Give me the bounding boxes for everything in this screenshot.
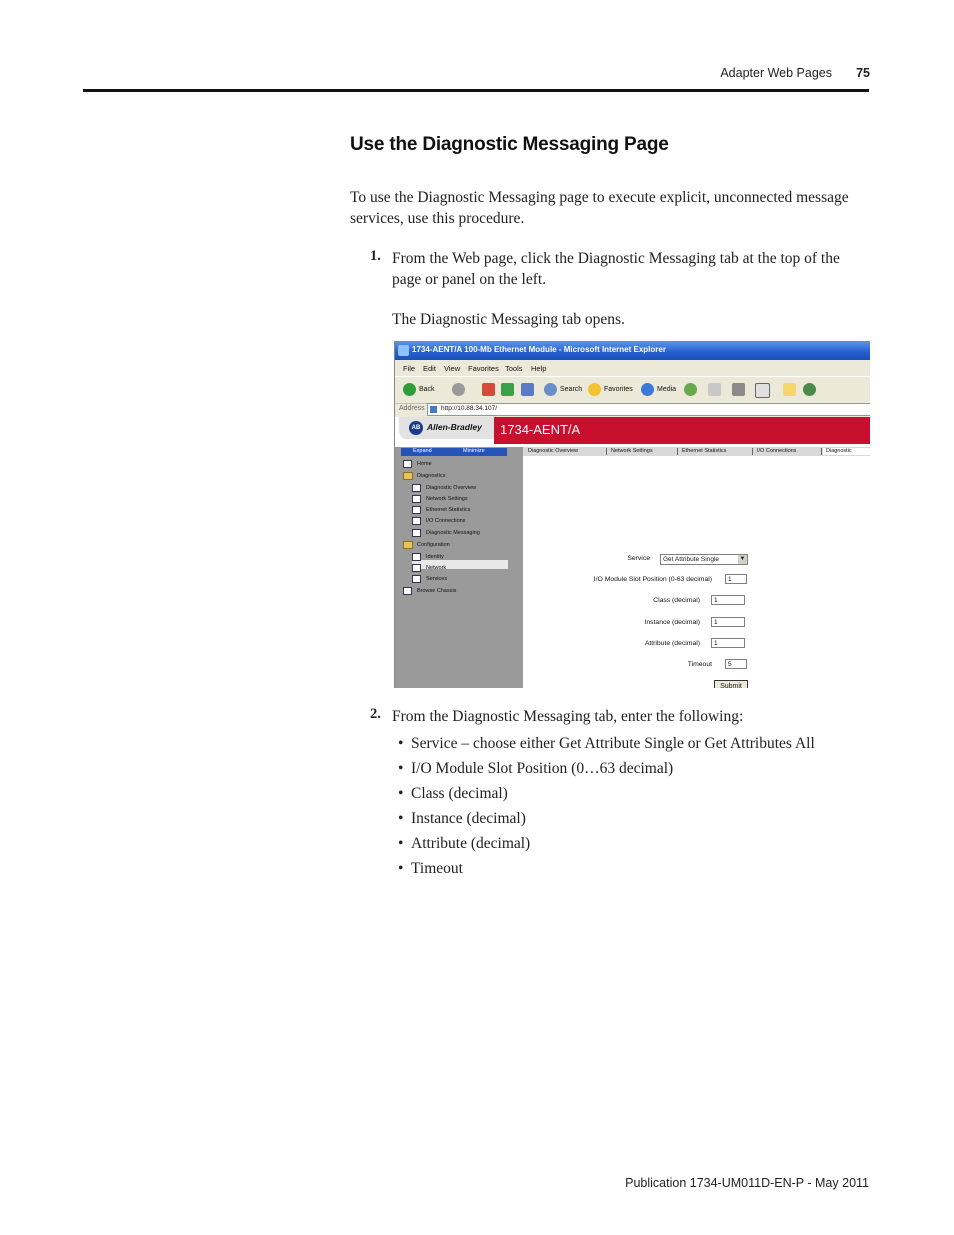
page-icon: [412, 495, 421, 503]
service-value: Get Attribute Single: [663, 556, 720, 563]
page-icon: [430, 406, 437, 413]
address-url: http://10.88.34.107/: [441, 405, 498, 412]
slot-label: I/O Module Slot Position (0-63 decimal): [593, 576, 712, 583]
submit-button[interactable]: Submit: [714, 680, 748, 688]
brand-bar: [395, 417, 870, 444]
nav-item-io-connections[interactable]: I/O Connections: [426, 518, 466, 524]
list-item: • Instance (decimal): [398, 810, 526, 827]
nav-item-browse-chassis[interactable]: Browse Chassis: [417, 588, 457, 594]
publication-footer: Publication 1734-UM011D-EN-P - May 2011: [625, 1176, 869, 1190]
step-2-bullet-list: [398, 731, 815, 881]
home-icon[interactable]: [521, 383, 534, 396]
model-name: 1734-AENT/A: [500, 422, 581, 437]
address-input[interactable]: [427, 403, 870, 416]
mail-icon[interactable]: [708, 383, 721, 396]
running-header-section: Adapter Web Pages: [720, 66, 832, 80]
nav-item-home[interactable]: Home: [417, 461, 432, 467]
media-icon[interactable]: [641, 383, 654, 396]
tab-ethernet-statistics[interactable]: Ethernet Statistics: [679, 448, 753, 455]
messenger-icon[interactable]: [803, 383, 816, 396]
step-1-text: From the Web page, click the Diagnostic Messaging tab at the top of the page or panel on the left.: [392, 250, 840, 288]
intro-paragraph: To use the Diagnostic Messaging page to execute explicit, unconnected message services, use this procedure.: [350, 189, 849, 227]
page-title: Use the Diagnostic Messaging Page: [350, 134, 669, 155]
timeout-input[interactable]: 5: [725, 659, 747, 669]
web-content: [395, 417, 870, 688]
forward-icon[interactable]: [452, 383, 465, 396]
class-label: Class (decimal): [653, 597, 700, 604]
nav-item-diagnostic-messaging[interactable]: Diagnostic Messaging: [426, 530, 480, 536]
page-icon: [403, 587, 412, 595]
tab-diagnostic-messaging[interactable]: Diagnostic: [823, 448, 870, 455]
tab-network-settings[interactable]: Network Settings: [608, 448, 678, 455]
nav-header: [401, 448, 507, 456]
page-icon: [412, 517, 421, 525]
home-page-icon: [403, 460, 412, 468]
folder-icon: [403, 472, 413, 480]
page-icon: [412, 529, 421, 537]
nav-item-network-settings[interactable]: Network Settings: [426, 496, 468, 502]
menu-favorites[interactable]: Favorites: [468, 364, 499, 373]
discuss-icon[interactable]: [783, 383, 796, 396]
address-bar: [395, 403, 870, 416]
allen-bradley-logo-icon: AB: [409, 421, 423, 435]
nav-panel: [395, 447, 523, 688]
history-icon[interactable]: [684, 383, 697, 396]
window-title: 1734-AENT/A 100-Mb Ethernet Module - Microsoft Internet Explorer: [412, 345, 666, 354]
attribute-label: Attribute (decimal): [644, 640, 700, 647]
class-input[interactable]: 1: [711, 595, 745, 605]
nav-expand[interactable]: Expand: [413, 448, 432, 454]
menu-file[interactable]: File: [403, 364, 416, 373]
nav-item-diagnostics[interactable]: Diagnostics: [417, 473, 446, 479]
header-rule: [83, 89, 869, 92]
favorites-label[interactable]: Favorites: [604, 386, 633, 393]
page-icon: [412, 553, 421, 561]
favorites-icon[interactable]: [588, 383, 601, 396]
menu-tools[interactable]: Tools: [505, 364, 523, 373]
chevron-down-icon[interactable]: ▼: [739, 556, 746, 562]
tab-io-connections[interactable]: I/O Connections: [754, 448, 822, 455]
tab-diagnostic-overview[interactable]: Diagnostic Overview: [525, 448, 607, 455]
nav-minimize[interactable]: Minimize: [463, 448, 485, 454]
browser-toolbar: [395, 376, 870, 404]
address-label: Address: [399, 405, 425, 412]
menu-bar: [395, 361, 870, 375]
window-titlebar: [395, 342, 870, 360]
page-icon: [412, 564, 421, 572]
instance-label: Instance (decimal): [644, 619, 700, 626]
edit-icon[interactable]: [755, 383, 770, 398]
timeout-label: Timeout: [687, 661, 712, 668]
attribute-input[interactable]: 1: [711, 638, 745, 648]
menu-edit[interactable]: Edit: [423, 364, 436, 373]
page-icon: [412, 484, 421, 492]
folder-icon: [403, 541, 413, 549]
list-item: • Timeout: [398, 860, 463, 877]
page-number: 75: [856, 66, 870, 80]
page-icon: [412, 506, 421, 514]
tab-row: [523, 447, 870, 456]
nav-item-services[interactable]: Services: [426, 576, 448, 582]
model-banner: [494, 417, 870, 444]
list-item: • I/O Module Slot Position (0…63 decimal): [398, 760, 674, 777]
nav-item-identity[interactable]: Identity: [426, 554, 444, 560]
step-2-text: From the Diagnostic Messaging tab, enter the following:: [392, 708, 744, 725]
slot-input[interactable]: 1: [725, 574, 747, 584]
instance-input[interactable]: 1: [711, 617, 745, 627]
nav-item-configuration[interactable]: Configuration: [417, 542, 450, 548]
list-item: • Service – choose either Get Attribute Single or Get Attributes All: [398, 735, 815, 752]
step-1-number: 1.: [370, 248, 381, 264]
menu-help[interactable]: Help: [531, 364, 547, 373]
step-1-result: The Diagnostic Messaging tab opens.: [392, 311, 625, 328]
brand-name: Allen-Bradley: [427, 422, 482, 432]
media-label[interactable]: Media: [657, 386, 677, 393]
refresh-icon[interactable]: [501, 383, 514, 396]
nav-item-ethernet-statistics[interactable]: Ethernet Statistics: [426, 507, 471, 513]
search-icon[interactable]: [544, 383, 557, 396]
search-label[interactable]: Search: [560, 386, 583, 393]
nav-item-network[interactable]: Network: [426, 565, 447, 571]
back-label[interactable]: Back: [419, 386, 435, 393]
list-item: • Class (decimal): [398, 785, 508, 802]
page-icon: [412, 575, 421, 583]
nav-item-diagnostic-overview[interactable]: Diagnostic Overview: [426, 485, 477, 491]
ie-icon: [398, 345, 409, 356]
back-icon[interactable]: [403, 383, 416, 396]
service-label: Service: [627, 555, 650, 562]
step-2-number: 2.: [370, 706, 381, 722]
list-item: • Attribute (decimal): [398, 835, 531, 852]
diagnostic-messaging-screenshot: [394, 341, 870, 688]
menu-view[interactable]: View: [444, 364, 461, 373]
stop-icon[interactable]: [482, 383, 495, 396]
service-select[interactable]: [660, 554, 748, 565]
print-icon[interactable]: [732, 383, 745, 396]
